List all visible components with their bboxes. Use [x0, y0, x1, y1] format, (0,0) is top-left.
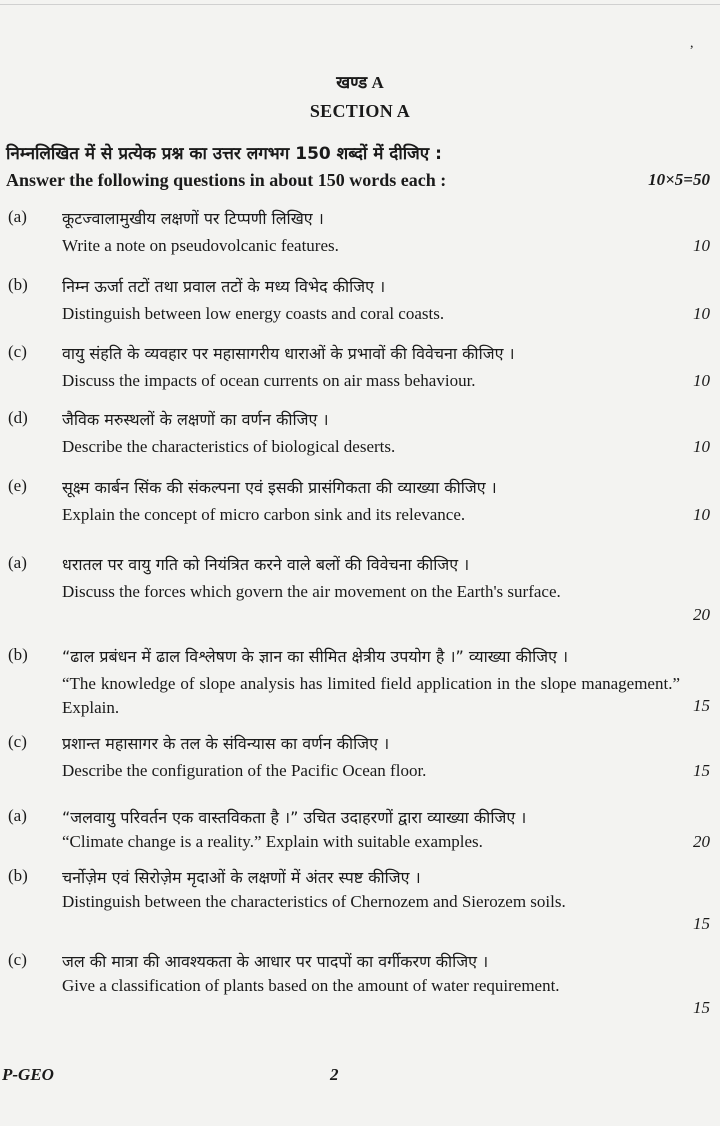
question-marks: 10: [693, 437, 710, 456]
question-hindi: जैविक मरुस्थलों के लक्षणों का वर्णन कीजिए ।: [62, 410, 329, 429]
question-label: (b): [8, 275, 28, 294]
question-label: (c): [8, 950, 27, 969]
question-english: Distinguish between the characteristics of Chernozem and Sierozem soils.: [62, 892, 566, 911]
question-english: Discuss the impacts of ocean currents on air mass behaviour.: [62, 371, 476, 390]
instructions-marks: 10×5=50: [648, 170, 710, 189]
question-label: (d): [8, 408, 28, 427]
instructions-english: Answer the following questions in about 150 words each :: [6, 170, 447, 190]
instructions-hindi: निम्नलिखित में से प्रत्येक प्रश्न का उत्तर लगभग 150 शब्दों में दीजिए :: [6, 144, 442, 164]
question-hindi: वायु संहति के व्यवहार पर महासागरीय धाराओं के प्रभावों की विवेचना कीजिए ।: [62, 344, 515, 363]
question-label: (e): [8, 476, 27, 495]
question-hindi: सूक्ष्म कार्बन सिंक की संकल्पना एवं इसकी प्रासंगिकता की व्याख्या कीजिए ।: [62, 478, 497, 497]
page-number: 2: [330, 1065, 339, 1084]
question-label: (b): [8, 866, 28, 885]
stray-mark: ,: [690, 36, 694, 51]
question-label: (a): [8, 553, 27, 572]
question-english: “The knowledge of slope analysis has limited field application in the slope management.” Explain.: [62, 674, 680, 717]
question-hindi: चर्नोज़ेम एवं सिरोज़ेम मृदाओं के लक्षणों में अंतर स्पष्ट कीजिए ।: [62, 868, 421, 887]
question-label: (b): [8, 645, 28, 664]
question-english: Distinguish between low energy coasts and coral coasts.: [62, 304, 445, 323]
top-edge-line: [0, 4, 720, 5]
question-marks: 15: [693, 696, 710, 715]
question-hindi: धरातल पर वायु गति को नियंत्रित करने वाले बलों की विवेचना कीजिए ।: [62, 555, 470, 574]
question-label: (c): [8, 732, 27, 751]
question-label: (c): [8, 342, 27, 361]
question-hindi: “जलवायु परिवर्तन एक वास्तविकता है ।” उचित उदाहरणों द्वारा व्याख्या कीजिए ।: [62, 808, 527, 827]
question-marks: 10: [693, 371, 710, 390]
question-hindi: निम्न ऊर्जा तटों तथा प्रवाल तटों के मध्य विभेद कीजिए ।: [62, 277, 386, 296]
question-marks: 20: [693, 605, 710, 624]
question-hindi: कूटज्वालामुखीय लक्षणों पर टिप्पणी लिखिए ।: [62, 209, 324, 228]
question-marks: 15: [693, 761, 710, 780]
question-marks: 10: [693, 505, 710, 524]
question-hindi: जल की मात्रा की आवश्यकता के आधार पर पादपों का वर्गीकरण कीजिए ।: [62, 952, 489, 971]
question-hindi: प्रशान्त महासागर के तल के संविन्यास का वर्णन कीजिए ।: [62, 734, 390, 753]
question-english: Give a classification of plants based on the amount of water requirement.: [62, 976, 560, 995]
question-english: Explain the concept of micro carbon sink and its relevance.: [62, 505, 466, 524]
question-english: Discuss the forces which govern the air movement on the Earth's surface.: [62, 582, 561, 601]
section-title-hindi: खण्ड A: [336, 73, 384, 92]
question-marks: 15: [693, 914, 710, 933]
question-english: “Climate change is a reality.” Explain with suitable examples.: [62, 832, 483, 851]
question-english: Describe the characteristics of biological deserts.: [62, 437, 396, 456]
question-hindi: “ढाल प्रबंधन में ढाल विश्लेषण के ज्ञान का सीमित क्षेत्रीय उपयोग है ।” व्याख्या कीजिए ।: [62, 647, 569, 666]
question-marks: 10: [693, 304, 710, 323]
paper-code: P-GEO: [2, 1065, 54, 1084]
question-label: (a): [8, 207, 27, 226]
section-title-english: SECTION A: [309, 101, 411, 121]
question-marks: 15: [693, 998, 710, 1017]
question-label: (a): [8, 806, 27, 825]
question-marks: 20: [693, 832, 710, 851]
question-english: Write a note on pseudovolcanic features.: [62, 236, 339, 255]
question-english: Describe the configuration of the Pacific Ocean floor.: [62, 761, 427, 780]
question-marks: 10: [693, 236, 710, 255]
